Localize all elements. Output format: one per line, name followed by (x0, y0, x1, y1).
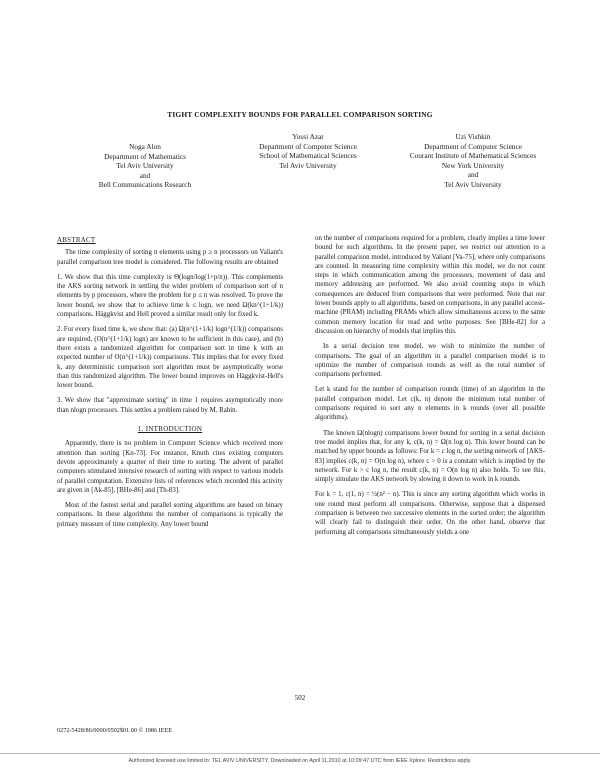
abstract-paragraph: 1. We show that this time complexity is Θ(logn/log(1+p/n)). This complements the AKS sorting network in settling the wider problem of comparison sort of n elements by p processors, where the problem for p ≤ n was resolved. To prove the lower bound, we show that to achieve time k ≤ logn, we need Ω(kn^(1+1/k)) comparisons. Häggkvist and Hell proved a similar result only for fixed k. (57, 273, 283, 319)
author-name: Yossi Azar (292, 132, 324, 141)
author-affiliation: Department of Computer Science (424, 141, 522, 151)
author-affiliation: New York University (441, 160, 505, 170)
body-paragraph: The known Ω(nlogn) comparisons lower bound for sorting in a serial decision tree model implies that, for any k, c(k, n) = Ω(n log n). This lower bound can be matched by upper bounds as follows: For k = c log n, the sorting network of [AKS-83] implies c(k, n) = O(n log n), where c > 0 is a constant which is implied by the network. For k > c log n, the result c(k, n) = O(n log n) also holds. To see this, simply simulate the AKS network by slowing it down to work in k rounds. (315, 429, 545, 484)
right-column (315, 234, 545, 543)
author-azar (228, 132, 388, 170)
body-paragraph: on the number of comparisons required for a problem, clearly implies a time lower bound for such algorithms. In the present paper, we restrict our attention to a parallel comparison model, introduced by Valiant [Va-75], where only comparisons are counted. In measuring time complexity within this model, we do not count steps in which communication among the processors, movement of data and memory addressing are performed. We also avoid counting steps in which consequences are deduced from comparisons that were performed. Note that our lower bounds apply to all algorithms, based on comparisons, in any parallel access-machine (PRAM) including PRAMs which allow simultaneous access to the same common memory location for read and write purposes. See [BHe-82] for a discussion on hierarchy of models that implies this. (315, 235, 546, 335)
author-affiliation: and (139, 170, 151, 180)
author-vishkin (378, 132, 568, 190)
abstract-paragraph: The time complexity of sorting n elements using p ≥ n processors on Valiant's parallel comparison tree model is considered. The following results are obtained (57, 249, 283, 266)
author-affiliation: Department of Mathematics (104, 151, 186, 161)
author-affiliation: Tel Aviv University (444, 179, 502, 189)
license-notice: Authorized licensed use limited to: TEL AVIV UNIVERSITY. Downloaded on April 11,2010 at 10:09:47 UTC from IEEE Xplore. Restrictions apply. (128, 758, 472, 764)
paper-title: TIGHT COMPLEXITY BOUNDS FOR PARALLEL COMPARISON SORTING (167, 110, 433, 119)
author-affiliation: Bell Communications Research (98, 180, 192, 190)
section-heading-introduction: 1. INTRODUCTION (137, 425, 203, 434)
footer-divider (0, 753, 600, 754)
body-paragraph: Most of the fastest serial and parallel sorting algorithms are based on binary comparisons. In these algorithms the number of comparisons is typically the primary measure of time complexity. Any lower bound (57, 502, 283, 528)
author-affiliation: Tel Aviv University (279, 160, 337, 170)
copyright-code: 0272-5428/86/0000/0502$01.00 © 1986 IEEE (57, 727, 173, 734)
author-name: Uzi Vishkin (455, 132, 491, 141)
body-paragraph: For k = 1, c(1, n) = ½(n² − n). This is since any sorting algorithm which works in one round must perform all comparisons. Otherwise, suppose that a dispensed comparison is between two successive elements in the sorted order; the algorithm will clearly fail to distinguish their order. On the other hand, observe that performing all comparisons simultaneously yields a one (315, 491, 545, 536)
abstract-heading: ABSTRACT (57, 237, 96, 244)
author-affiliation: School of Mathematical Sciences (259, 151, 357, 161)
author-affiliation: and (467, 170, 479, 180)
author-affiliation: Courant Institute of Mathematical Sciences (409, 151, 537, 161)
author-affiliation: Tel Aviv University (116, 161, 174, 171)
author-alon (60, 142, 230, 190)
body-paragraph: Apparently, there is no problem in Computer Science which received more attention than sorting [Kn-73]. For instance, Knuth cites existing computers devote approximately a quarter of their time to sorting. The advent of parallel computers stimulated intensive research of sorting with respect to various models of parallel computation. Extensive lists of references which recorded this activity are given in [Ak-85], [BHe-86] and [Th-83]. (57, 440, 283, 494)
page-number: 502 (294, 694, 306, 702)
body-paragraph: In a serial decision tree model, we wish to minimize the number of comparisons. The goal of an algorithm in a parallel comparison model is to optimize the number of comparison rounds as well as the total number of comparisons performed. (315, 343, 545, 379)
abstract-paragraph: 3. We show that "approximate sorting" in time 1 requires asymptotically more than nlogn processors. This settles a problem raised by M. Rabin. (57, 397, 283, 414)
left-column (57, 236, 283, 535)
author-name: Noga Alon (129, 142, 161, 151)
abstract-paragraph: 2. For every fixed time k, we show that: (a) Ω(n^(1+1/k) logn^(1/k)) comparisons are required, (O(n^(1+1/k) logn) are known to be sufficient in this case), and (b) there exists a randomized algorithm for comparison sort in time k with an expected number of O(n^(1+1/k)) comparisons. This implies that for every fixed k, any deterministic comparison sort algorithm must be asymptotically worse than this randomized algorithm. The lower bound improves on Häggkvist-Hell's lower bound. (57, 326, 283, 390)
body-paragraph: Let k stand for the number of comparison rounds (time) of an algorithm in the parallel comparison model. Let c(k, n) denote the minimum total number of comparisons required to sort any n elements in k rounds (over all possible algorithms). (315, 386, 545, 422)
author-affiliation: Department of Computer Science (259, 141, 357, 151)
